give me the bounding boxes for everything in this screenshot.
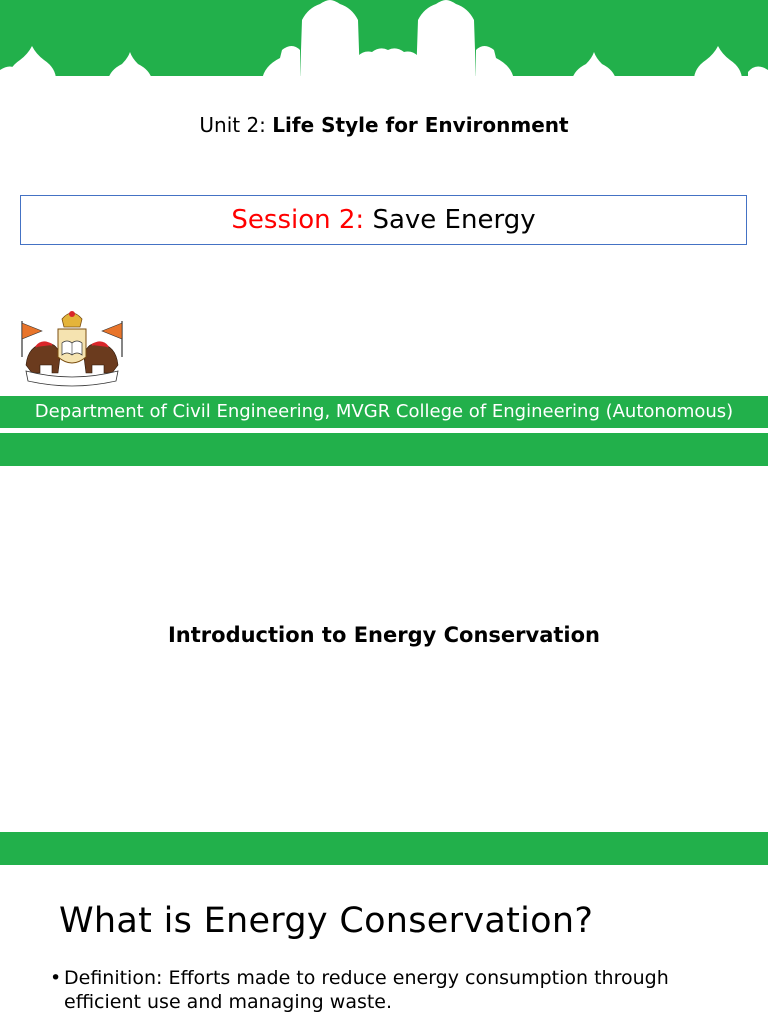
session-title: Save Energy bbox=[372, 205, 536, 235]
unit-title bbox=[0, 110, 768, 140]
bullet-text: Definition: Efforts made to reduce energy consumption through efficient use and managing waste. bbox=[64, 967, 669, 1013]
session-label: Session 2: bbox=[231, 205, 365, 235]
department-text: Department of Civil Engineering, MVGR College of Engineering (Autonomous) bbox=[34, 401, 734, 422]
department-banner bbox=[0, 396, 768, 428]
unit-prefix: Unit 2: bbox=[199, 113, 266, 137]
slide-divider-top bbox=[0, 433, 768, 466]
bullet-icon: • bbox=[50, 967, 62, 989]
slide-title: What is Energy Conservation? bbox=[59, 901, 594, 941]
unit-name: Life Style for Environment bbox=[272, 113, 569, 137]
intro-slide-title: Introduction to Energy Conservation bbox=[167, 623, 600, 647]
session-box bbox=[20, 195, 747, 245]
palace-banner bbox=[0, 0, 768, 80]
definition-bullet bbox=[50, 966, 740, 1014]
slide-divider-bottom bbox=[0, 832, 768, 865]
mansas-logo bbox=[12, 307, 132, 389]
